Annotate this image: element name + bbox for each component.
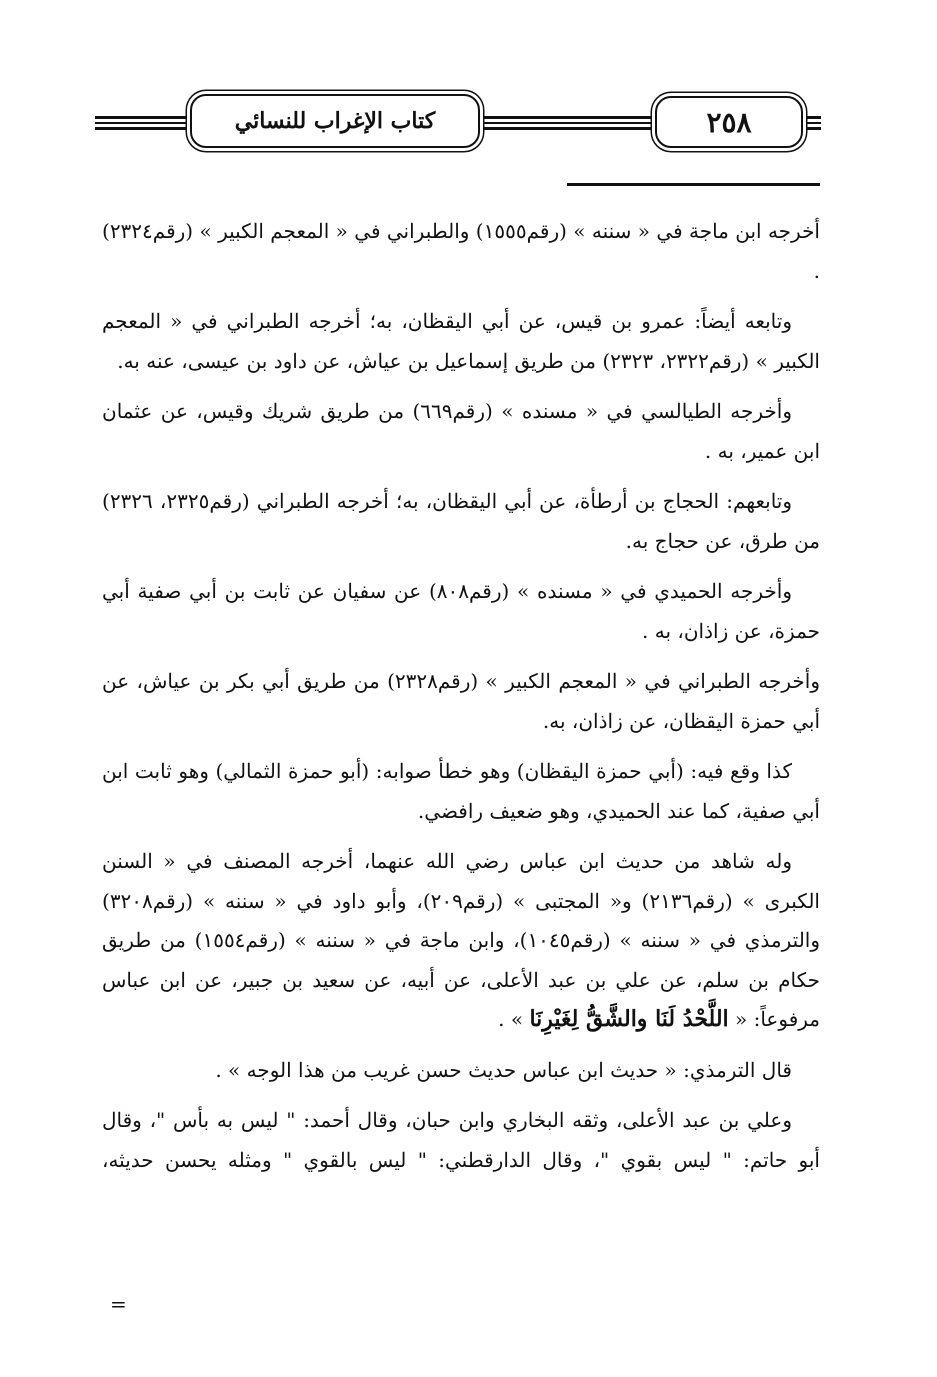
paragraph: وأخرجه الحميدي في « مسنده » (رقم٨٠٨) عن سفيان عن ثابت بن أبي صفية أبي حمزة، عن زاذان، به . — [102, 579, 820, 643]
paragraph: وتابعه أيضاً: عمرو بن قيس، عن أبي اليقظان، به؛ أخرجه الطبراني في « المعجم الكبير » (رقم٢٣٢٢، ٢٣٢٣) من طريق إسماعيل بن عياش، عن داود بن عيسى، عنه به. — [102, 309, 820, 373]
hadith-quote: اللَّحْدُ لَنَا والشَّقُّ لِغَيْرِنَا — [529, 1006, 729, 1032]
paragraph-tail: » . — [498, 1007, 524, 1031]
body-text — [102, 212, 820, 1180]
book-title: كتاب الإغراب للنسائي — [234, 108, 436, 134]
paragraph — [102, 842, 820, 1040]
paragraph: قال الترمذي: « حديث ابن عباس حديث حسن غريب من هذا الوجه » . — [215, 1057, 792, 1082]
paragraph: وعلي بن عبد الأعلى، وثقه البخاري وابن حبان، وقال أحمد: " ليس به بأس "، وقال أبو حاتم: " ليس بقوي "، وقال الدارقطني: " ليس بالقوي " ومثله يحسن حديثه، — [102, 1108, 820, 1172]
page-header — [95, 92, 821, 154]
paragraph: وأخرجه الطيالسي في « مسنده » (رقم٦٦٩) من طريق شريك وقيس، عن عثمان ابن عمير، به . — [102, 399, 820, 463]
paragraph: أخرجه ابن ماجة في « سننه » (رقم١٥٥٥) والطبراني في « المعجم الكبير » (رقم٢٣٢٤) . — [102, 219, 820, 283]
paragraph: كذا وقع فيه: (أبي حمزة اليقظان) وهو خطأ صوابه: (أبو حمزة الثمالي) وهو ثابت ابن أبي صفية، كما عند الحميدي، وهو ضعيف رافضي. — [102, 759, 820, 823]
page-number-frame — [655, 96, 803, 148]
paragraph: وتابعهم: الحجاج بن أرطأة، عن أبي اليقظان، به؛ أخرجه الطبراني (رقم٢٣٢٥، ٢٣٢٦) من طرق، عن حجاج به. — [102, 489, 820, 553]
book-title-frame — [190, 94, 480, 148]
footnote-separator — [567, 183, 820, 186]
page-number: ٢٥٨ — [706, 105, 752, 139]
paragraph-text: وله شاهد من حديث ابن عباس رضي الله عنهما، أخرجه المصنف في « السنن الكبرى » (رقم٢١٣٦) و« المجتبى » (رقم٢٠٩)، وأبو داود في « سننه » (رقم٣٢٠٨) والترمذي في « سننه » (رقم١٠٤٥)، وابن ماجة في « سننه » (رقم١٥٥٤) من طريق حكام بن سلم، عن علي بن عبد الأعلى، عن أبيه، عن سعيد بن جبير، عن ابن عباس مرفوعاً: « — [102, 849, 820, 1031]
paragraph: وأخرجه الطبراني في « المعجم الكبير » (رقم٢٣٢٨) من طريق أبي بكر بن عياش، عن أبي حمزة اليقظان، عن زاذان، به. — [102, 669, 820, 733]
continuation-mark: = — [110, 1292, 127, 1316]
